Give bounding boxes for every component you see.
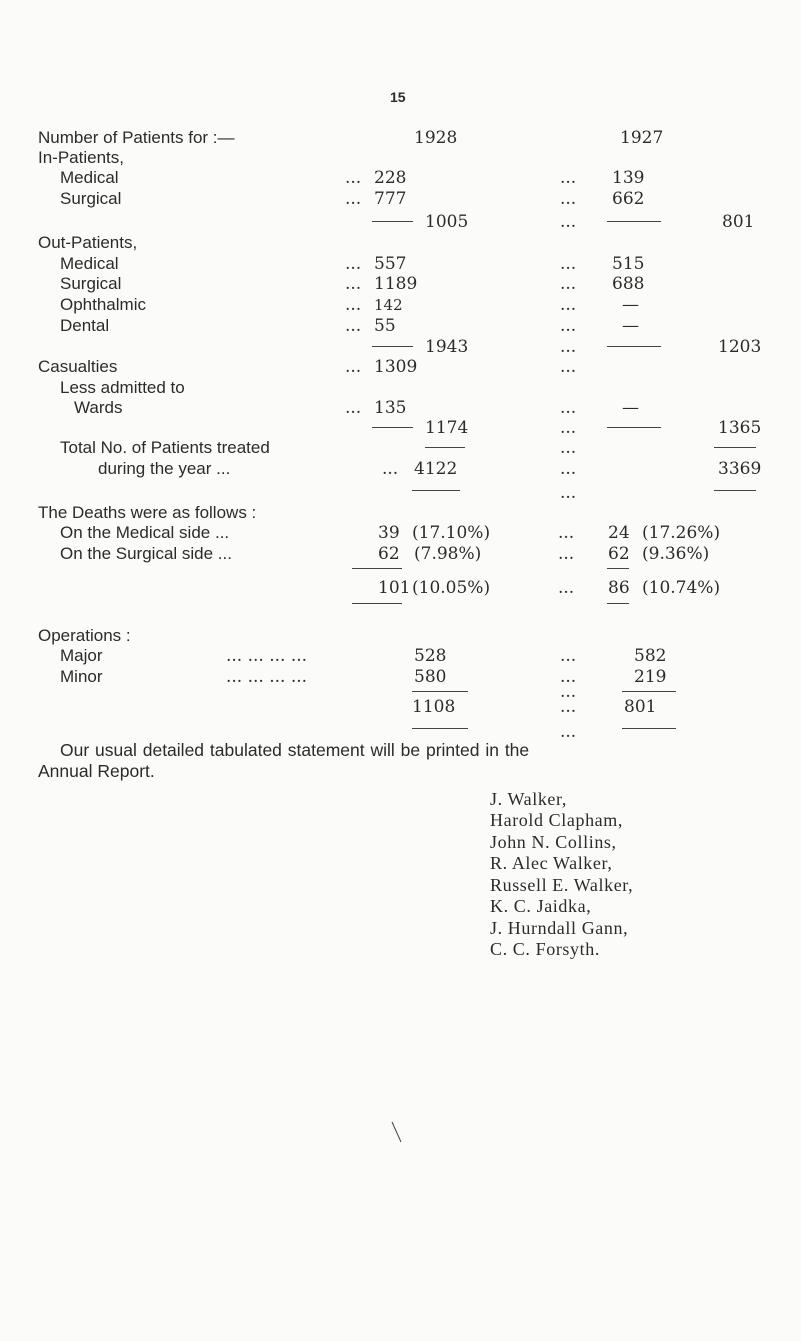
leader-dots: ... [558,544,575,564]
total-rule [425,447,465,448]
casualties-label: Casualties [38,357,118,376]
leader-dots: ... [345,316,362,336]
row-label: Major [60,646,103,665]
subtotal-1928: 1943 [425,337,469,357]
value-1927: 139 [612,168,645,188]
row-label: Minor [60,667,103,686]
signatory: J. Walker, [490,789,567,809]
leader-dots: ... [560,697,577,717]
leader-dots: ... [560,682,577,702]
deaths-total-percent-1927: (10.74%) [642,578,721,598]
deaths-percent-1928: (7.98%) [414,544,482,564]
leader-dots: ... [560,438,577,458]
closing-line-1: Our usual detailed tabulated statement will be printed in the [60,740,530,760]
deaths-count-1928: 39 [378,523,400,543]
leader-dots: ... [560,418,577,438]
row-label: Surgical [60,274,122,293]
value-1927: — [622,295,639,315]
deaths-total-percent-1928: (10.05%) [412,578,491,598]
year-1927-heading: 1927 [620,128,664,148]
value-1928: 55 [374,316,396,336]
deaths-rule [352,603,402,604]
leader-dots: ... [560,667,577,687]
value-1927: — [622,316,639,336]
year-1928-heading: 1928 [414,128,458,148]
row-label: Dental [60,316,110,335]
total-1927: 3369 [718,459,762,479]
deaths-title: The Deaths were as follows : [38,503,257,522]
deaths-rule [607,568,629,569]
signatory: R. Alec Walker, [490,853,613,873]
row-label: Ophthalmic [60,295,146,314]
leader-dots: ... [345,189,362,209]
leader-dots: ... [345,274,362,294]
leader-dots: ... [558,578,575,598]
subtotal-1927: 801 [722,212,755,232]
deaths-count-1927: 24 [608,523,630,543]
leader-dots: ... [560,254,577,274]
leader-dots: ... [560,337,577,357]
deaths-percent-1927: (17.26%) [642,523,721,543]
outpatients-title: Out-Patients, [38,233,138,252]
inpatients-title: In-Patients, [38,148,124,167]
deaths-count-1928: 62 [378,544,400,564]
leader-dots: ... [560,357,577,377]
leader-dots: ... [382,459,399,479]
less-admitted-1928: 135 [374,398,407,418]
operations-1927: 582 [634,646,667,666]
less-admitted-1927: — [622,398,639,418]
leader-dots: ... [560,316,577,336]
less-admitted-label: Less admitted to [60,378,185,397]
stray-mark [390,1120,404,1146]
signatory: J. Hurndall Gann, [490,918,629,938]
row-label: Medical [60,168,119,187]
deaths-rule [607,603,629,604]
leader-dots: ... [560,168,577,188]
leader-dots: ... [560,646,577,666]
leader-dots: ... [560,212,577,232]
leader-dots: ... [560,189,577,209]
value-1928: 777 [374,189,407,209]
row-label: On the Surgical side ... [60,544,232,563]
deaths-total-1927: 86 [608,578,630,598]
value-1927: 688 [612,274,645,294]
signatory: C. C. Forsyth. [490,939,600,959]
casualties-1928: 1309 [374,357,418,377]
signatory: John N. Collins, [490,832,617,852]
subtotal-rule [372,221,413,222]
deaths-percent-1928: (17.10%) [412,523,491,543]
subtotal-rule [372,427,413,428]
operations-1927: 219 [634,667,667,687]
leader-dots: ... [345,254,362,274]
row-label: Medical [60,254,119,273]
signatory: K. C. Jaidka, [490,896,592,916]
value-1928: 228 [374,168,407,188]
leader-dots: ... [560,459,577,479]
value-1928: 557 [374,254,407,274]
subtotal-1927: 1203 [718,337,762,357]
operations-title: Operations : [38,626,131,645]
leader-dots: ... ... ... ... [226,646,308,666]
casualties-net-1927: 1365 [718,418,762,438]
deaths-total-1928: 101 [378,578,411,598]
casualties-net-1928: 1174 [425,418,469,438]
leader-dots: ... [345,168,362,188]
signatory: Harold Clapham, [490,810,623,830]
value-1927: 662 [612,189,645,209]
operations-1928: 528 [414,646,447,666]
deaths-rule [352,568,402,569]
total-rule [714,447,756,448]
total-rule [412,490,460,491]
operations-1928: 580 [414,667,447,687]
subtotal-rule [607,346,661,347]
deaths-percent-1927: (9.36%) [642,544,710,564]
deaths-count-1927: 62 [608,544,630,564]
leader-dots: ... [560,398,577,418]
value-1927: 515 [612,254,645,274]
leader-dots: ... [560,274,577,294]
leader-dots: ... [560,295,577,315]
leader-dots: ... [560,722,577,742]
row-label: Surgical [60,189,122,208]
value-1928: 142 [374,296,403,314]
total-label-2: during the year ... [98,459,231,478]
leader-dots: ... [558,523,575,543]
total-rule [714,490,756,491]
leader-dots: ... [345,295,362,315]
leader-dots: ... [345,357,362,377]
operations-rule [622,728,676,729]
signatory: Russell E. Walker, [490,875,634,895]
total-label: Total No. of Patients treated [60,438,270,457]
closing-line-2: Annual Report. [38,761,155,781]
leader-dots: ... ... ... ... [226,667,308,687]
header-label: Number of Patients for :— [38,128,235,147]
subtotal-rule [607,221,661,222]
page-number: 15 [390,89,406,105]
operations-rule [412,691,468,692]
operations-total-1928: 1108 [412,697,456,717]
operations-total-1927: 801 [624,697,657,717]
subtotal-1928: 1005 [425,212,469,232]
row-label: On the Medical side ... [60,523,230,542]
subtotal-rule [372,346,413,347]
subtotal-rule [607,427,661,428]
value-1928: 1189 [374,274,418,294]
leader-dots: ... [345,398,362,418]
operations-rule [412,728,468,729]
total-1928: 4122 [414,459,458,479]
leader-dots: ... [560,483,577,503]
operations-rule [622,691,676,692]
less-admitted-label-2: Wards [74,398,123,417]
